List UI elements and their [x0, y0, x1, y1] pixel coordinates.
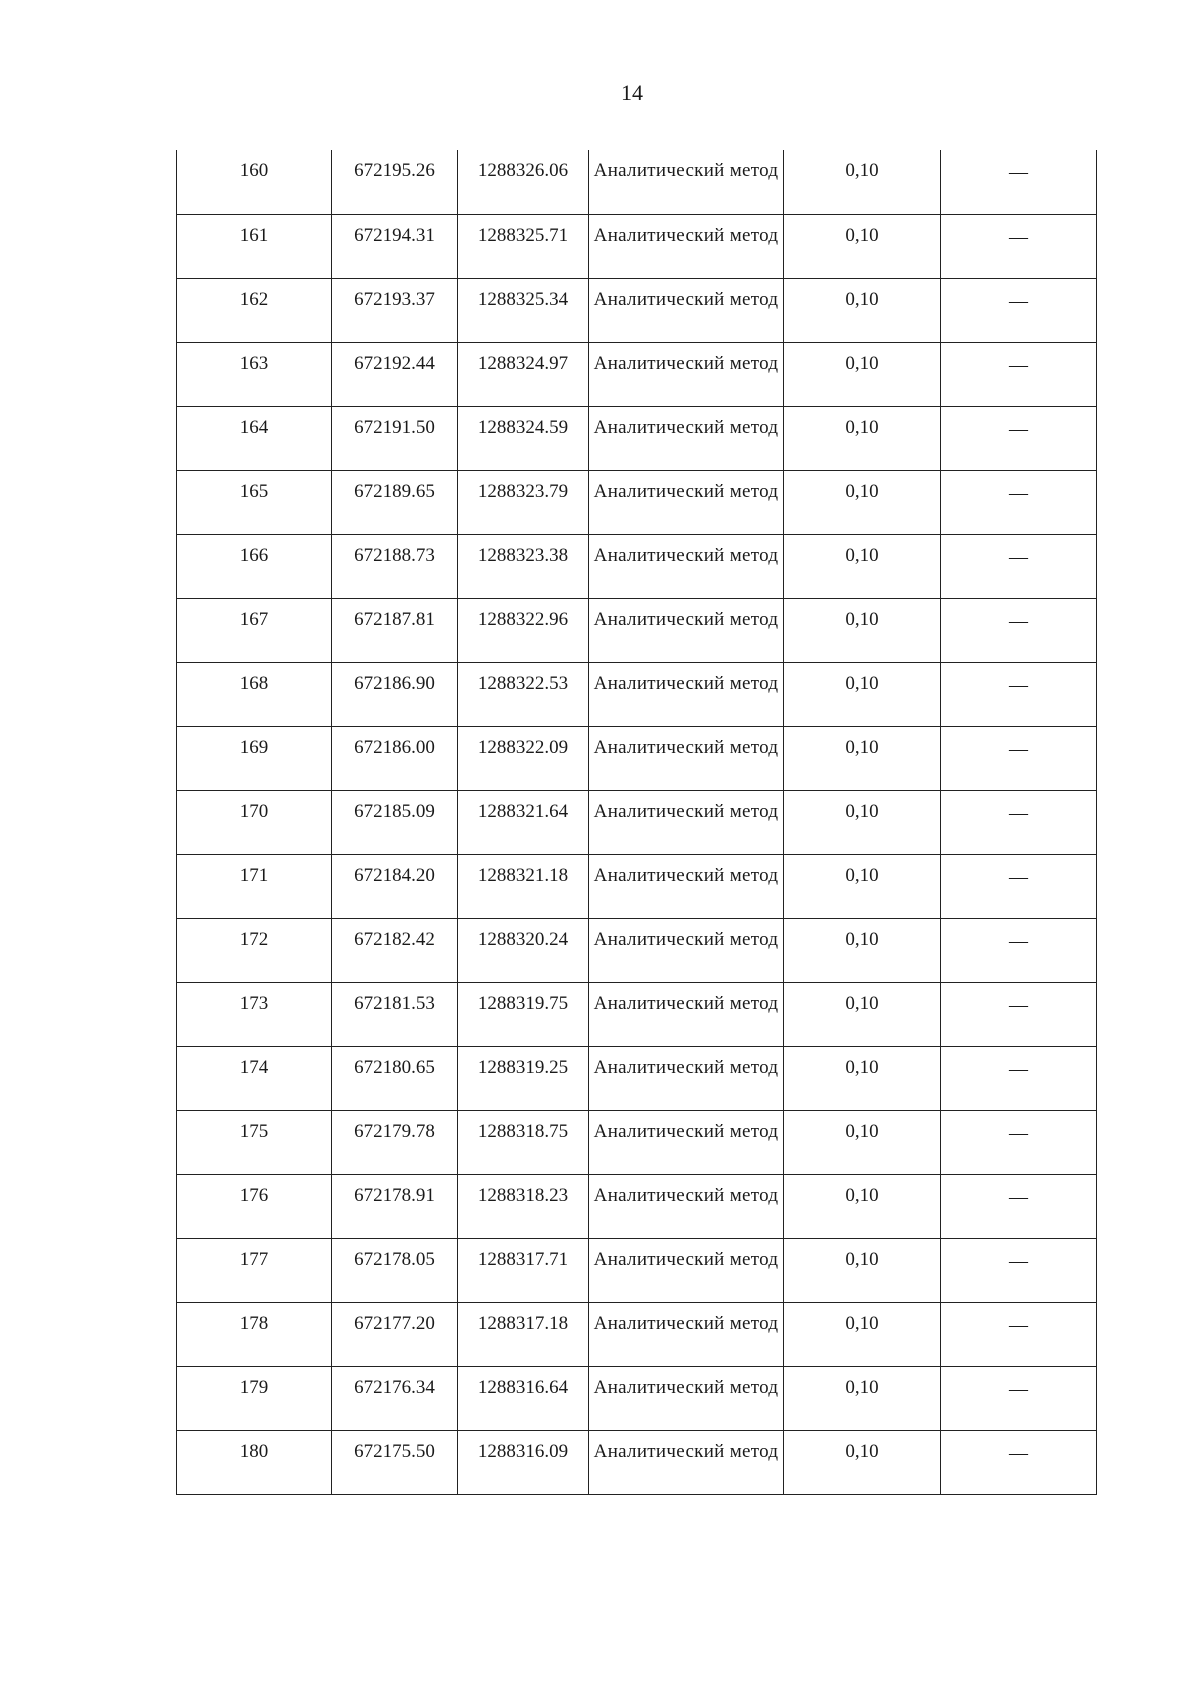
method-text: Аналитический метод — [593, 1376, 779, 1398]
method-text: Аналитический метод — [593, 544, 779, 566]
table-row — [177, 214, 1097, 278]
method-text: Аналитический метод — [593, 1312, 779, 1334]
accuracy-cell — [784, 1430, 941, 1494]
point-number-cell — [177, 1110, 332, 1174]
accuracy-cell — [784, 342, 941, 406]
y-coordinate-text: 1288320.24 — [477, 928, 569, 950]
y-coordinate-text: 1288317.71 — [477, 1248, 569, 1270]
point-number-text: 173 — [239, 992, 269, 1014]
method-text: Аналитический метод — [593, 1056, 779, 1078]
accuracy-text: 0,10 — [845, 1184, 879, 1206]
note-cell — [941, 1110, 1097, 1174]
y-coordinate-cell — [458, 278, 589, 342]
y-coordinate-cell — [458, 470, 589, 534]
y-coordinate-cell — [458, 854, 589, 918]
table-row — [177, 342, 1097, 406]
method-text: Аналитический метод — [593, 1440, 779, 1462]
note-dash: — — [1009, 290, 1028, 312]
method-cell — [589, 342, 784, 406]
accuracy-cell — [784, 662, 941, 726]
point-number-text: 162 — [239, 288, 269, 310]
y-coordinate-text: 1288325.71 — [477, 224, 569, 246]
note-dash: — — [1009, 1442, 1028, 1464]
method-text: Аналитический метод — [593, 1184, 779, 1206]
method-cell — [589, 1110, 784, 1174]
x-coordinate-text: 672181.53 — [354, 992, 435, 1014]
point-number-text: 163 — [239, 352, 269, 374]
method-text: Аналитический метод — [593, 736, 779, 758]
accuracy-cell — [784, 278, 941, 342]
x-coordinate-text: 672195.26 — [354, 160, 435, 181]
note-dash: — — [1009, 482, 1028, 504]
note-dash: — — [1009, 738, 1028, 760]
accuracy-text: 0,10 — [845, 1056, 879, 1078]
x-coordinate-text: 672185.09 — [354, 800, 435, 822]
point-number-cell — [177, 1430, 332, 1494]
y-coordinate-text: 1288322.96 — [477, 608, 569, 630]
method-cell — [589, 1046, 784, 1110]
method-cell — [589, 1174, 784, 1238]
accuracy-text: 0,10 — [845, 1312, 879, 1334]
x-coordinate-text: 672192.44 — [354, 352, 435, 374]
method-cell — [589, 470, 784, 534]
table-row — [177, 854, 1097, 918]
accuracy-text: 0,10 — [845, 480, 879, 502]
y-coordinate-cell — [458, 1046, 589, 1110]
y-coordinate-text: 1288323.38 — [477, 544, 569, 566]
x-coordinate-text: 672175.50 — [354, 1440, 435, 1462]
y-coordinate-text: 1288318.75 — [477, 1120, 569, 1142]
accuracy-cell — [784, 854, 941, 918]
note-cell — [941, 214, 1097, 278]
table-row — [177, 1302, 1097, 1366]
point-number-text: 176 — [239, 1184, 269, 1206]
point-number-cell — [177, 470, 332, 534]
y-coordinate-cell — [458, 1174, 589, 1238]
table-row — [177, 534, 1097, 598]
table-row — [177, 278, 1097, 342]
accuracy-cell — [784, 1238, 941, 1302]
method-text: Аналитический метод — [593, 224, 779, 246]
y-coordinate-cell — [458, 534, 589, 598]
point-number-text: 168 — [239, 672, 269, 694]
note-dash: — — [1009, 1314, 1028, 1336]
method-cell — [589, 662, 784, 726]
accuracy-text: 0,10 — [845, 544, 879, 566]
y-coordinate-cell — [458, 406, 589, 470]
accuracy-cell — [784, 150, 941, 214]
method-text: Аналитический метод — [593, 352, 779, 374]
y-coordinate-cell — [458, 1430, 589, 1494]
x-coordinate-cell — [332, 150, 458, 214]
x-coordinate-text: 672182.42 — [354, 928, 435, 950]
point-number-text: 171 — [239, 864, 269, 886]
table-row — [177, 982, 1097, 1046]
y-coordinate-cell — [458, 598, 589, 662]
point-number-cell — [177, 1046, 332, 1110]
y-coordinate-cell — [458, 1238, 589, 1302]
method-cell — [589, 982, 784, 1046]
y-coordinate-text: 1288316.09 — [477, 1440, 569, 1462]
note-dash: — — [1009, 546, 1028, 568]
note-dash: — — [1009, 610, 1028, 632]
note-dash: — — [1009, 930, 1028, 952]
table-row — [177, 150, 1097, 214]
point-number-text: 174 — [239, 1056, 269, 1078]
method-text: Аналитический метод — [593, 160, 779, 181]
method-text: Аналитический метод — [593, 928, 779, 950]
note-dash: — — [1009, 674, 1028, 696]
point-number-text: 178 — [239, 1312, 269, 1334]
y-coordinate-text: 1288318.23 — [477, 1184, 569, 1206]
method-text: Аналитический метод — [593, 992, 779, 1014]
note-dash: — — [1009, 1378, 1028, 1400]
note-cell — [941, 406, 1097, 470]
y-coordinate-cell — [458, 1366, 589, 1430]
y-coordinate-text: 1288321.18 — [477, 864, 569, 886]
note-cell — [941, 982, 1097, 1046]
y-coordinate-cell — [458, 150, 589, 214]
y-coordinate-text: 1288317.18 — [477, 1312, 569, 1334]
point-number-text: 172 — [239, 928, 269, 950]
y-coordinate-text: 1288324.97 — [477, 352, 569, 374]
method-text: Аналитический метод — [593, 608, 779, 630]
accuracy-text: 0,10 — [845, 160, 879, 181]
accuracy-cell — [784, 1174, 941, 1238]
point-number-cell — [177, 790, 332, 854]
x-coordinate-text: 672191.50 — [354, 416, 435, 438]
x-coordinate-cell — [332, 1110, 458, 1174]
accuracy-text: 0,10 — [845, 352, 879, 374]
y-coordinate-cell — [458, 1110, 589, 1174]
x-coordinate-text: 672189.65 — [354, 480, 435, 502]
note-cell — [941, 1174, 1097, 1238]
note-dash: — — [1009, 354, 1028, 376]
x-coordinate-text: 672186.00 — [354, 736, 435, 758]
method-text: Аналитический метод — [593, 864, 779, 886]
x-coordinate-text: 672177.20 — [354, 1312, 435, 1334]
table-row — [177, 1110, 1097, 1174]
x-coordinate-text: 672176.34 — [354, 1376, 435, 1398]
table-row — [177, 918, 1097, 982]
x-coordinate-text: 672180.65 — [354, 1056, 435, 1078]
point-number-cell — [177, 1302, 332, 1366]
table-body — [177, 150, 1097, 1494]
x-coordinate-cell — [332, 1302, 458, 1366]
accuracy-text: 0,10 — [845, 672, 879, 694]
accuracy-cell — [784, 982, 941, 1046]
accuracy-text: 0,10 — [845, 928, 879, 950]
point-number-cell — [177, 214, 332, 278]
x-coordinate-cell — [332, 278, 458, 342]
note-dash: — — [1009, 162, 1028, 183]
point-number-cell — [177, 598, 332, 662]
note-cell — [941, 1430, 1097, 1494]
accuracy-cell — [784, 406, 941, 470]
point-number-cell — [177, 406, 332, 470]
point-number-text: 161 — [239, 224, 269, 246]
method-cell — [589, 1366, 784, 1430]
accuracy-cell — [784, 1302, 941, 1366]
x-coordinate-cell — [332, 854, 458, 918]
method-cell — [589, 534, 784, 598]
accuracy-text: 0,10 — [845, 608, 879, 630]
table-row — [177, 1430, 1097, 1494]
accuracy-text: 0,10 — [845, 1376, 879, 1398]
note-dash: — — [1009, 994, 1028, 1016]
table-row — [177, 1174, 1097, 1238]
note-cell — [941, 278, 1097, 342]
y-coordinate-text: 1288322.09 — [477, 736, 569, 758]
note-cell — [941, 854, 1097, 918]
point-number-cell — [177, 726, 332, 790]
point-number-text: 180 — [239, 1440, 269, 1462]
y-coordinate-cell — [458, 342, 589, 406]
y-coordinate-text: 1288325.34 — [477, 288, 569, 310]
note-dash: — — [1009, 1186, 1028, 1208]
table-row — [177, 726, 1097, 790]
point-number-text: 170 — [239, 800, 269, 822]
note-cell — [941, 150, 1097, 214]
x-coordinate-cell — [332, 534, 458, 598]
x-coordinate-text: 672187.81 — [354, 608, 435, 630]
accuracy-cell — [784, 726, 941, 790]
y-coordinate-text: 1288322.53 — [477, 672, 569, 694]
method-cell — [589, 790, 784, 854]
x-coordinate-cell — [332, 406, 458, 470]
method-cell — [589, 854, 784, 918]
y-coordinate-text: 1288321.64 — [477, 800, 569, 822]
y-coordinate-cell — [458, 918, 589, 982]
table-row — [177, 662, 1097, 726]
accuracy-text: 0,10 — [845, 416, 879, 438]
method-cell — [589, 406, 784, 470]
accuracy-cell — [784, 1366, 941, 1430]
x-coordinate-cell — [332, 1046, 458, 1110]
note-dash: — — [1009, 866, 1028, 888]
y-coordinate-text: 1288326.06 — [477, 160, 569, 181]
point-number-cell — [177, 854, 332, 918]
x-coordinate-cell — [332, 1238, 458, 1302]
x-coordinate-cell — [332, 470, 458, 534]
method-text: Аналитический метод — [593, 1120, 779, 1142]
page-number: 14 — [621, 80, 643, 105]
y-coordinate-cell — [458, 214, 589, 278]
x-coordinate-cell — [332, 662, 458, 726]
accuracy-cell — [784, 470, 941, 534]
x-coordinate-text: 672186.90 — [354, 672, 435, 694]
note-cell — [941, 790, 1097, 854]
accuracy-cell — [784, 214, 941, 278]
table-row — [177, 1046, 1097, 1110]
x-coordinate-text: 672178.05 — [354, 1248, 435, 1270]
x-coordinate-cell — [332, 598, 458, 662]
point-number-text: 165 — [239, 480, 269, 502]
x-coordinate-text: 672179.78 — [354, 1120, 435, 1142]
y-coordinate-cell — [458, 1302, 589, 1366]
y-coordinate-cell — [458, 982, 589, 1046]
point-number-cell — [177, 342, 332, 406]
x-coordinate-cell — [332, 982, 458, 1046]
note-cell — [941, 470, 1097, 534]
x-coordinate-cell — [332, 1430, 458, 1494]
note-dash: — — [1009, 1058, 1028, 1080]
method-cell — [589, 1238, 784, 1302]
y-coordinate-cell — [458, 790, 589, 854]
note-cell — [941, 1302, 1097, 1366]
point-number-text: 164 — [239, 416, 269, 438]
method-cell — [589, 598, 784, 662]
method-text: Аналитический метод — [593, 672, 779, 694]
point-number-cell — [177, 1174, 332, 1238]
x-coordinate-cell — [332, 790, 458, 854]
accuracy-text: 0,10 — [845, 288, 879, 310]
table-row — [177, 470, 1097, 534]
method-text: Аналитический метод — [593, 800, 779, 822]
method-text: Аналитический метод — [593, 416, 779, 438]
table-row — [177, 1366, 1097, 1430]
method-text: Аналитический метод — [593, 480, 779, 502]
accuracy-text: 0,10 — [845, 1440, 879, 1462]
note-cell — [941, 1046, 1097, 1110]
note-cell — [941, 1238, 1097, 1302]
accuracy-cell — [784, 1110, 941, 1174]
x-coordinate-cell — [332, 918, 458, 982]
point-number-text: 179 — [239, 1376, 269, 1398]
method-cell — [589, 214, 784, 278]
point-number-cell — [177, 918, 332, 982]
point-number-text: 160 — [239, 160, 269, 181]
point-number-cell — [177, 1238, 332, 1302]
x-coordinate-cell — [332, 1174, 458, 1238]
accuracy-cell — [784, 918, 941, 982]
accuracy-cell — [784, 598, 941, 662]
y-coordinate-text: 1288319.25 — [477, 1056, 569, 1078]
method-cell — [589, 726, 784, 790]
note-dash: — — [1009, 1122, 1028, 1144]
table-row — [177, 406, 1097, 470]
point-number-text: 177 — [239, 1248, 269, 1270]
y-coordinate-text: 1288323.79 — [477, 480, 569, 502]
y-coordinate-cell — [458, 726, 589, 790]
x-coordinate-text: 672178.91 — [354, 1184, 435, 1206]
point-number-cell — [177, 278, 332, 342]
note-cell — [941, 726, 1097, 790]
accuracy-cell — [784, 1046, 941, 1110]
y-coordinate-text: 1288319.75 — [477, 992, 569, 1014]
note-cell — [941, 662, 1097, 726]
point-number-cell — [177, 1366, 332, 1430]
x-coordinate-cell — [332, 726, 458, 790]
method-cell — [589, 278, 784, 342]
accuracy-text: 0,10 — [845, 1120, 879, 1142]
accuracy-cell — [784, 790, 941, 854]
x-coordinate-cell — [332, 1366, 458, 1430]
y-coordinate-cell — [458, 662, 589, 726]
note-dash: — — [1009, 226, 1028, 248]
coordinates-table — [176, 150, 1097, 1495]
method-text: Аналитический метод — [593, 288, 779, 310]
note-dash: — — [1009, 418, 1028, 440]
note-cell — [941, 342, 1097, 406]
method-cell — [589, 1430, 784, 1494]
point-number-cell — [177, 150, 332, 214]
point-number-text: 169 — [239, 736, 269, 758]
accuracy-text: 0,10 — [845, 1248, 879, 1270]
accuracy-text: 0,10 — [845, 736, 879, 758]
accuracy-text: 0,10 — [845, 224, 879, 246]
note-cell — [941, 918, 1097, 982]
accuracy-cell — [784, 534, 941, 598]
point-number-cell — [177, 534, 332, 598]
x-coordinate-text: 672194.31 — [354, 224, 435, 246]
method-cell — [589, 918, 784, 982]
point-number-text: 167 — [239, 608, 269, 630]
y-coordinate-text: 1288316.64 — [477, 1376, 569, 1398]
note-dash: — — [1009, 802, 1028, 824]
accuracy-text: 0,10 — [845, 992, 879, 1014]
note-cell — [941, 1366, 1097, 1430]
note-dash: — — [1009, 1250, 1028, 1272]
x-coordinate-text: 672193.37 — [354, 288, 435, 310]
method-text: Аналитический метод — [593, 1248, 779, 1270]
point-number-cell — [177, 662, 332, 726]
table-row — [177, 598, 1097, 662]
point-number-cell — [177, 982, 332, 1046]
y-coordinate-text: 1288324.59 — [477, 416, 569, 438]
table-row — [177, 1238, 1097, 1302]
table-row — [177, 790, 1097, 854]
note-cell — [941, 598, 1097, 662]
x-coordinate-cell — [332, 214, 458, 278]
accuracy-text: 0,10 — [845, 800, 879, 822]
note-cell — [941, 534, 1097, 598]
method-cell — [589, 1302, 784, 1366]
x-coordinate-cell — [332, 342, 458, 406]
point-number-text: 166 — [239, 544, 269, 566]
method-cell — [589, 150, 784, 214]
point-number-text: 175 — [239, 1120, 269, 1142]
x-coordinate-text: 672184.20 — [354, 864, 435, 886]
accuracy-text: 0,10 — [845, 864, 879, 886]
x-coordinate-text: 672188.73 — [354, 544, 435, 566]
